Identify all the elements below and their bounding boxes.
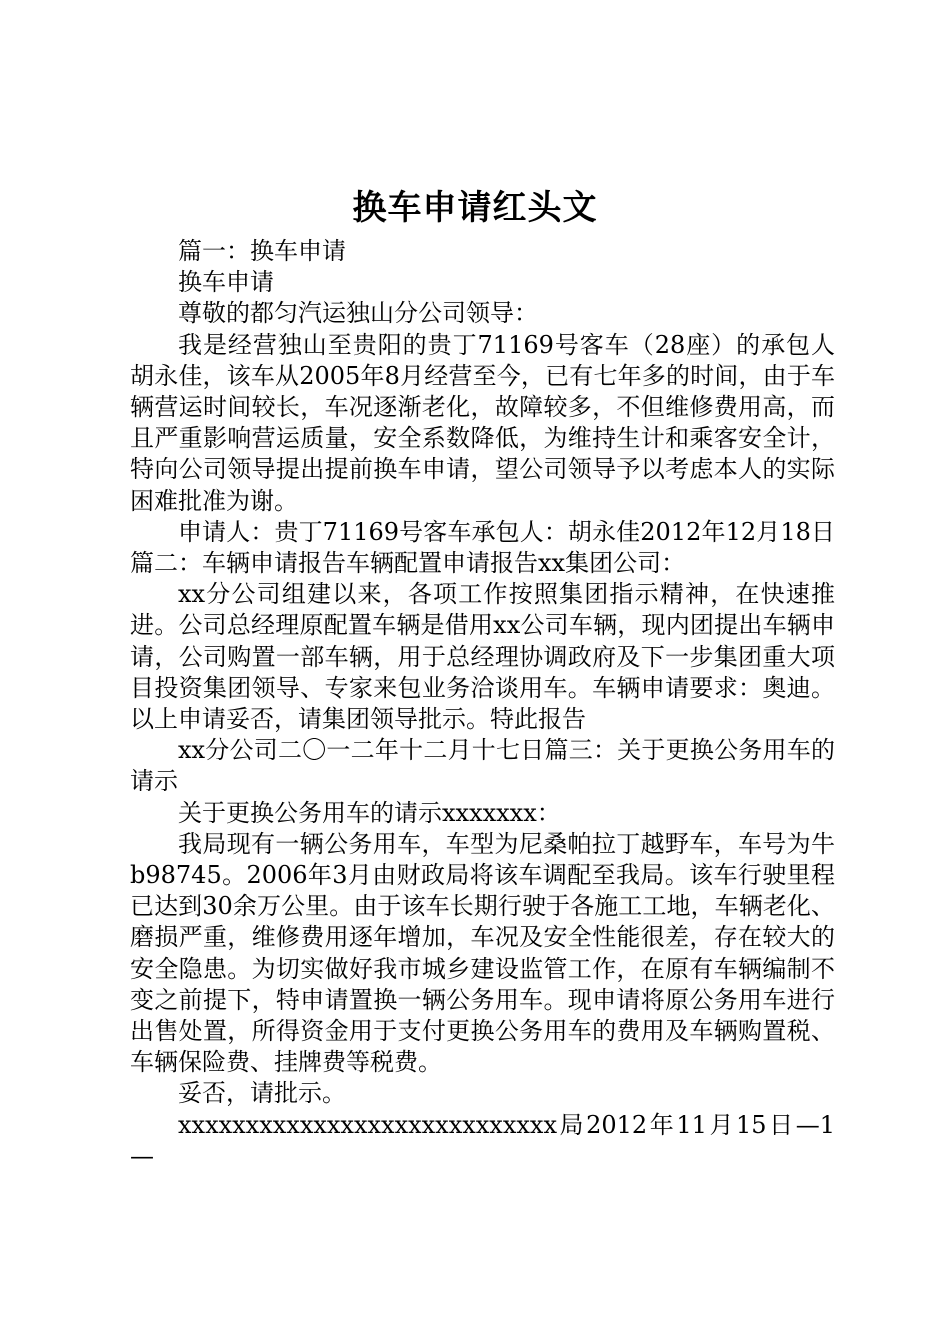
signature-and-section-3: xx分公司二〇一二年十二月十七日篇三：关于更换公务用车的请示 — [130, 736, 835, 796]
request-heading: 关于更换公务用车的请示xxxxxxx： — [178, 798, 561, 827]
document-body — [130, 236, 835, 1172]
section-heading-1: 篇一：换车申请 — [178, 237, 346, 265]
body-paragraph: 我局现有一辆公务用车，车型为尼桑帕拉丁越野车，车号为牛b98745。2006年3月由财政局将该车调配至我局。该车行驶里程已达到30余万公里。由于该车长期行驶于各施工工地，车辆老化、磨损严重，维修费用逐年增加，车况及安全性能很差，存在较大的安全隐患。为切实做好我市城乡建设监管工作，在原有车辆编制不变之前提下，特申请置换一辆公务用车。现申请将原公务用车进行出售处置，所得资金用于支付更换公务用车的费用及车辆购置税、车辆保险费、挂牌费等税费。 — [130, 829, 835, 1077]
signature-and-section-2: 申请人：贵丁71169号客车承包人：胡永佳2012年12月18日篇二：车辆申请报告车辆配置申请报告xx集团公司： — [130, 517, 835, 578]
document-title: 换车申请红头文 — [352, 188, 598, 228]
salutation: 尊敬的都匀汽运独山分公司领导： — [178, 299, 538, 328]
body-paragraph: xx分公司组建以来，各项工作按照集团指示精神，在快速推进。公司总经理原配置车辆是借用xx公司车辆，现内团提出车辆申请，公司购置一部车辆，用于总经理协调政府及下一步集团重大项目投资集团领导、专家来包业务洽谈用车。车辆申请要求：奥迪。以上申请妥否，请集团领导批示。特此报告 — [130, 580, 835, 734]
subtitle-application: 换车申请 — [178, 268, 274, 297]
closing-line: 妥否，请批示。 — [178, 1079, 346, 1108]
signature-footer: xxxxxxxxxxxxxxxxxxxxxxxxxxxx局2012年11月15日—1— — [130, 1110, 835, 1170]
body-paragraph: 我是经营独山至贵阳的贵丁71169号客车（28座）的承包人胡永佳，该车从2005年8月经营至今，已有七年多的时间，由于车辆营运时间较长，车况逐渐老化，故障较多，不但维修费用高，而且严重影响营运质量，安全系数降低，为维持生计和乘客安全计，特向公司领导提出提前换车申请，望公司领导予以考虑本人的实际困难批准为谢。 — [130, 330, 835, 515]
